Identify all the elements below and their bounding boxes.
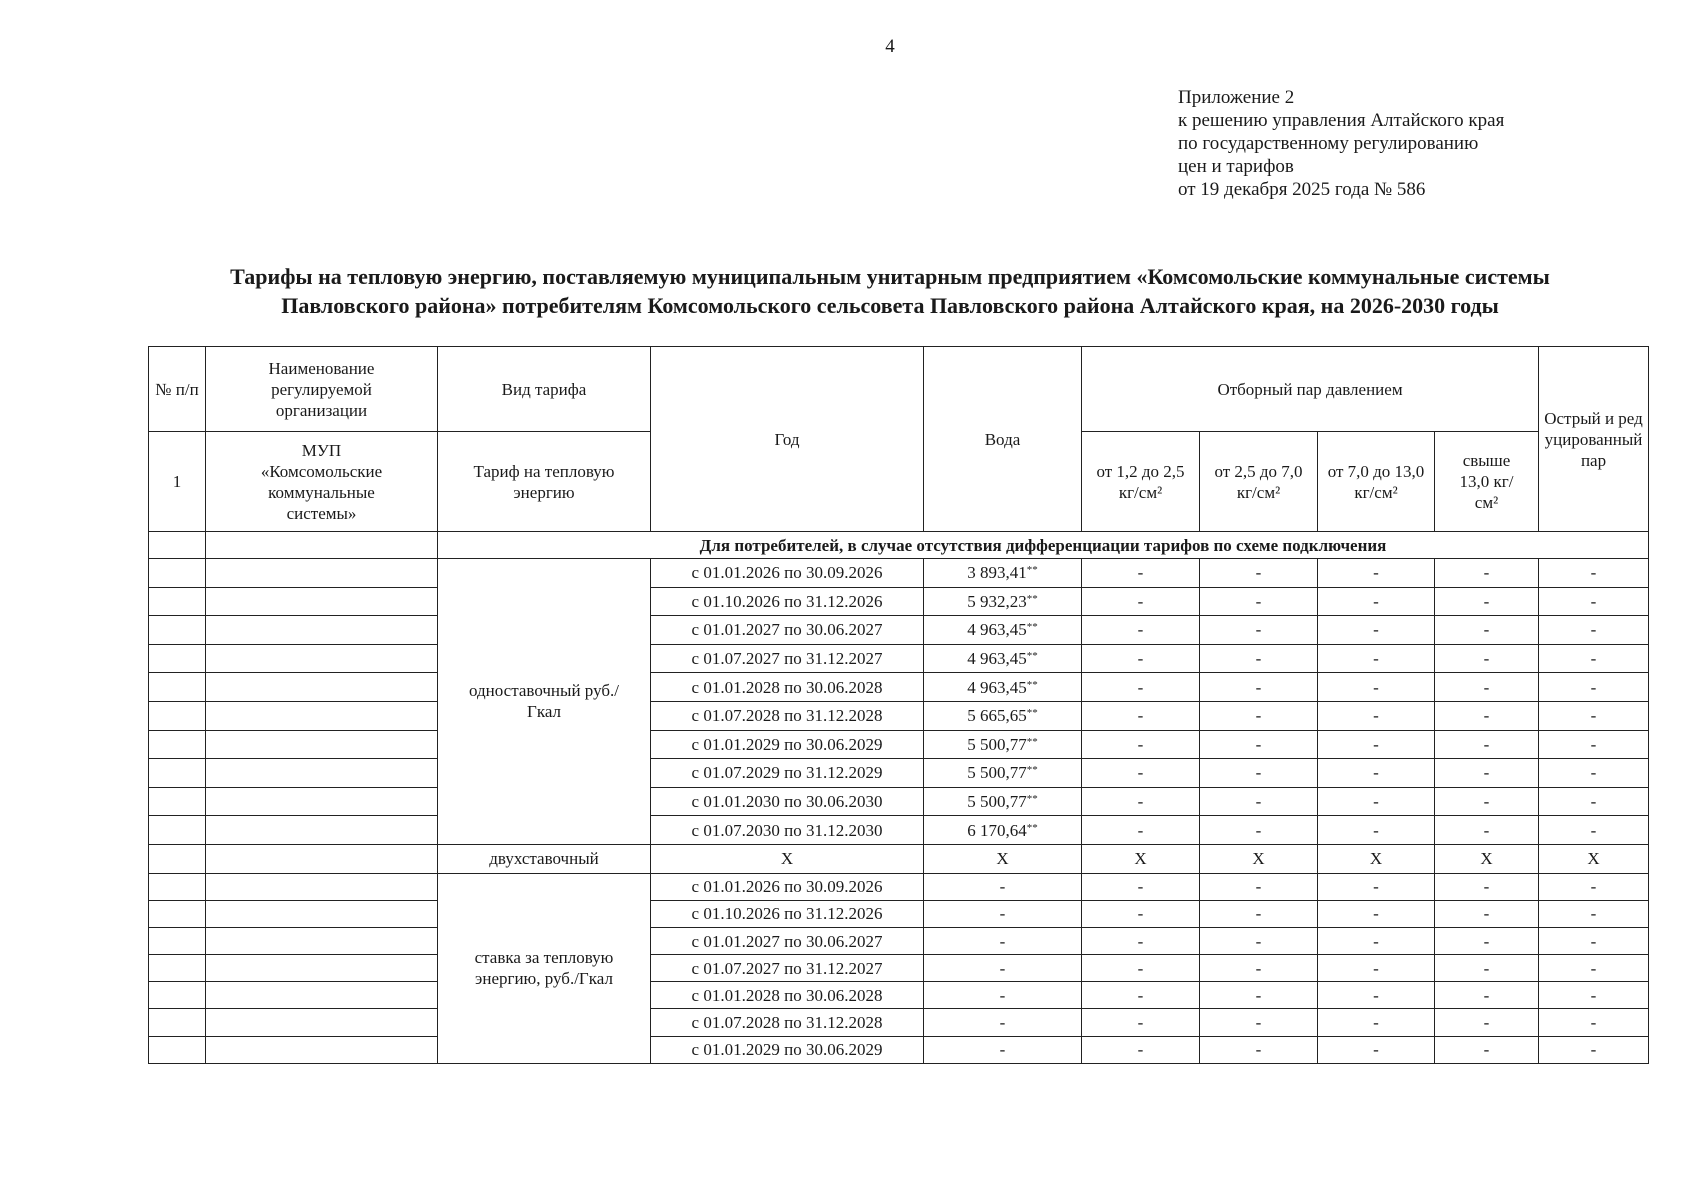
water-value-cell [924,759,1082,788]
table-row [149,900,1649,927]
dash-cell: - [1082,927,1200,954]
period-cell: с 01.07.2027 по 31.12.2027 [651,644,924,673]
x-mark-cell: Х [1539,844,1649,873]
dash-cell: - [1082,587,1200,616]
footnote-mark: ** [1026,821,1038,834]
row-num-cell [149,927,206,954]
header-org-name: Наименование регулируемой организации [206,347,438,432]
row-org-cell [206,787,438,816]
dash-cell: - [1200,644,1318,673]
appendix-line: от 19 декабря 2025 года № 586 [1178,179,1426,200]
dash-cell: - [1318,982,1435,1009]
header-year: Год [651,347,924,532]
dash-cell: - [1082,1009,1200,1036]
dash-cell: - [1435,1036,1539,1063]
water-value-cell [924,816,1082,845]
water-value: 4 963,45 [967,620,1027,640]
period-cell: с 01.01.2026 по 30.09.2026 [651,559,924,588]
water-value: 6 170,64 [967,820,1027,840]
x-mark-cell: Х [924,844,1082,873]
dash-cell: - [1318,644,1435,673]
row-org-cell [206,900,438,927]
dash-cell: - [1082,982,1200,1009]
row-org-cell [206,982,438,1009]
dash-cell: - [1539,787,1649,816]
dash-cell: - [1539,873,1649,900]
table-row [149,673,1649,702]
footnote-mark: ** [1026,793,1038,806]
x-mark-cell: Х [1435,844,1539,873]
dash-cell: - [1082,787,1200,816]
water-value-cell [924,559,1082,588]
dash-cell: - [1082,701,1200,730]
dash-cell: - [1200,1009,1318,1036]
dash-cell: - [1082,900,1200,927]
row-num-cell [149,873,206,900]
row-num-cell [149,955,206,982]
footnote-mark: ** [1026,592,1038,605]
row-num-cell [149,587,206,616]
dash-cell: - [924,955,1082,982]
water-value-cell [924,701,1082,730]
row-num-cell [149,644,206,673]
dash-cell: - [1200,616,1318,645]
x-mark-cell: Х [1318,844,1435,873]
dash-cell: - [1200,900,1318,927]
appendix-line: Приложение 2 [1178,87,1295,108]
dash-cell: - [924,982,1082,1009]
table-row [149,955,1649,982]
period-cell: с 01.01.2030 по 30.06.2030 [651,787,924,816]
footnote-mark: ** [1026,764,1038,777]
row-num-cell [149,816,206,845]
water-value: 5 500,77 [967,792,1027,812]
dash-cell: - [1539,701,1649,730]
footnote-mark: ** [1026,678,1038,691]
dash-cell: - [1082,730,1200,759]
dash-cell: - [1318,816,1435,845]
dash-cell: - [1539,1009,1649,1036]
table-row [149,701,1649,730]
dash-cell: - [1435,1009,1539,1036]
dash-cell: - [924,1036,1082,1063]
dash-cell: - [1435,730,1539,759]
dash-cell: - [1539,759,1649,788]
header-steam-col-1: от 1,2 до 2,5 кг/см² [1082,432,1200,532]
period-cell: с 01.10.2026 по 31.12.2026 [651,587,924,616]
row-org-cell [206,673,438,702]
org-name: МУП «Комсомольские коммунальные системы» [206,432,438,532]
dash-cell: - [924,927,1082,954]
dash-cell: - [1435,816,1539,845]
dash-cell: - [1539,816,1649,845]
water-value-cell [924,616,1082,645]
dash-cell: - [1435,982,1539,1009]
table-row [149,730,1649,759]
dash-cell: - [1539,927,1649,954]
table-row [149,787,1649,816]
appendix-line: к решению управления Алтайского края [1178,110,1505,131]
header-steam-col-2: от 2,5 до 7,0 кг/см² [1200,432,1318,532]
row-num-cell [149,1036,206,1063]
dash-cell: - [1318,673,1435,702]
header-steam-col-4: свыше 13,0 кг/см² [1435,432,1539,532]
period-cell: с 01.10.2026 по 31.12.2026 [651,900,924,927]
row-num-cell [149,982,206,1009]
dash-cell: - [1200,673,1318,702]
header-tariff-type: Вид тарифа [438,347,651,432]
dash-cell: - [1318,1036,1435,1063]
row-num-cell [149,900,206,927]
x-mark-cell: Х [1200,844,1318,873]
dash-cell: - [1539,900,1649,927]
dash-cell: - [1200,787,1318,816]
dash-cell: - [1200,559,1318,588]
footnote-mark: ** [1026,564,1038,577]
period-cell: с 01.01.2026 по 30.09.2026 [651,873,924,900]
dash-cell: - [1435,759,1539,788]
footnote-mark: ** [1026,650,1038,663]
row-num-cell [149,701,206,730]
section-empty-cell [206,532,438,559]
water-value: 5 932,23 [967,591,1027,611]
dash-cell: - [1200,701,1318,730]
period-cell: с 01.01.2029 по 30.06.2029 [651,1036,924,1063]
table-row [149,816,1649,845]
water-value-cell [924,644,1082,673]
dash-cell: - [1082,559,1200,588]
row-num-cell [149,616,206,645]
row-org-cell [206,955,438,982]
table-row [149,844,1649,873]
dash-cell: - [1539,616,1649,645]
period-cell: с 01.01.2028 по 30.06.2028 [651,982,924,1009]
period-cell: с 01.01.2029 по 30.06.2029 [651,730,924,759]
water-value: 4 963,45 [967,649,1027,669]
period-cell: с 01.01.2028 по 30.06.2028 [651,673,924,702]
dash-cell: - [1435,927,1539,954]
dash-cell: - [1539,982,1649,1009]
dash-cell: - [1435,616,1539,645]
dash-cell: - [1435,559,1539,588]
dash-cell: - [1082,759,1200,788]
dash-cell: - [1318,559,1435,588]
header-num: № п/п [149,347,206,432]
section-title: Для потребителей, в случае отсутствия дифференциации тарифов по схеме подключения [438,532,1649,559]
x-mark-cell: Х [651,844,924,873]
dash-cell: - [1318,759,1435,788]
footnote-mark: ** [1026,621,1038,634]
water-value: 3 893,41 [967,563,1027,583]
dash-cell: - [1082,955,1200,982]
footnote-mark: ** [1026,707,1038,720]
row-org-cell [206,559,438,588]
water-value-cell [924,673,1082,702]
dash-cell: - [1082,616,1200,645]
appendix-block [1178,86,1504,201]
dash-cell: - [1435,701,1539,730]
period-cell: с 01.01.2027 по 30.06.2027 [651,616,924,645]
row-org-cell [206,816,438,845]
header-sharp-steam: Острый и редуцированный пар [1539,347,1649,532]
dash-cell: - [1435,787,1539,816]
dash-cell: - [1200,982,1318,1009]
section-empty-cell [149,532,206,559]
dash-cell: - [1435,900,1539,927]
dash-cell: - [1318,955,1435,982]
period-cell: с 01.07.2030 по 31.12.2030 [651,816,924,845]
dash-cell: - [1435,587,1539,616]
water-value: 5 665,65 [967,706,1027,726]
dash-cell: - [1539,644,1649,673]
dash-cell: - [1539,730,1649,759]
water-value: 5 500,77 [967,734,1027,754]
row-org-cell [206,587,438,616]
table-row [149,759,1649,788]
dash-cell: - [924,900,1082,927]
row-num-cell [149,759,206,788]
dash-cell: - [1318,1009,1435,1036]
dash-cell: - [1539,587,1649,616]
row-org-cell [206,927,438,954]
document-title [130,262,1650,320]
table-row [149,1009,1649,1036]
dash-cell: - [1082,816,1200,845]
row-org-cell [206,701,438,730]
dash-cell: - [1082,673,1200,702]
dash-cell: - [1435,873,1539,900]
dash-cell: - [924,1009,1082,1036]
row-num-cell [149,673,206,702]
single-rate-label: одноставочный руб./Гкал [438,559,651,845]
table-row [149,616,1649,645]
water-value: 4 963,45 [967,677,1027,697]
dash-cell: - [1200,759,1318,788]
period-cell: с 01.07.2027 по 31.12.2027 [651,955,924,982]
dash-cell: - [1200,927,1318,954]
row-num-cell [149,559,206,588]
period-cell: с 01.07.2029 по 31.12.2029 [651,759,924,788]
header-steam: Отборный пар давлением [1082,347,1539,432]
dash-cell: - [1318,900,1435,927]
dash-cell: - [1082,873,1200,900]
water-value-cell [924,587,1082,616]
row-org-cell [206,844,438,873]
dash-cell: - [1435,955,1539,982]
page-number: 4 [885,36,895,57]
dash-cell: - [1200,873,1318,900]
row-num-cell [149,787,206,816]
dash-cell: - [1200,955,1318,982]
row-org-cell [206,759,438,788]
period-cell: с 01.01.2027 по 30.06.2027 [651,927,924,954]
period-cell: с 01.07.2028 по 31.12.2028 [651,1009,924,1036]
tariff-table [148,346,1649,1064]
header-steam-col-3: от 7,0 до 13,0 кг/см² [1318,432,1435,532]
dash-cell: - [1318,873,1435,900]
dash-cell: - [1200,1036,1318,1063]
dash-cell: - [1539,673,1649,702]
table-row [149,1036,1649,1063]
row-org-cell [206,1009,438,1036]
two-rate-label: двухставочный [438,844,651,873]
appendix-line: цен и тарифов [1178,156,1294,177]
title-line-1: Тарифы на тепловую энергию, поставляемую муниципальным унитарным предприятием «Комсомольские коммунальные системы [230,264,1550,289]
water-value: 5 500,77 [967,763,1027,783]
dash-cell: - [1318,587,1435,616]
table-row [149,587,1649,616]
dash-cell: - [1539,1036,1649,1063]
dash-cell: - [1082,644,1200,673]
row-org-cell [206,644,438,673]
row-num-cell [149,1009,206,1036]
dash-cell: - [1318,616,1435,645]
row-num-cell [149,730,206,759]
dash-cell: - [1200,816,1318,845]
org-tariff: Тариф на тепловую энергию [438,432,651,532]
title-line-2: Павловского района» потребителям Комсомольского сельсовета Павловского района Алтайского края, на 2026-2030 годы [281,293,1499,318]
table-row [149,644,1649,673]
dash-cell: - [1539,559,1649,588]
table-row [149,927,1649,954]
dash-cell: - [1200,587,1318,616]
dash-cell: - [1318,927,1435,954]
dash-cell: - [1318,701,1435,730]
appendix-line: по государственному регулированию [1178,133,1479,154]
footnote-mark: ** [1026,735,1038,748]
table-row [149,873,1649,900]
table-row [149,982,1649,1009]
dash-cell: - [1318,787,1435,816]
table-row [149,559,1649,588]
dash-cell: - [1435,673,1539,702]
row-org-cell [206,730,438,759]
dash-cell: - [1539,955,1649,982]
dash-cell: - [1435,644,1539,673]
period-cell: с 01.07.2028 по 31.12.2028 [651,701,924,730]
row-org-cell [206,1036,438,1063]
heat-rate-label: ставка за тепловую энергию, руб./Гкал [438,873,651,1063]
x-mark-cell: Х [1082,844,1200,873]
water-value-cell [924,787,1082,816]
header-water: Вода [924,347,1082,532]
dash-cell: - [924,873,1082,900]
row-org-cell [206,616,438,645]
dash-cell: - [1082,1036,1200,1063]
dash-cell: - [1318,730,1435,759]
org-num: 1 [149,432,206,532]
row-org-cell [206,873,438,900]
dash-cell: - [1200,730,1318,759]
water-value-cell [924,730,1082,759]
row-num-cell [149,844,206,873]
